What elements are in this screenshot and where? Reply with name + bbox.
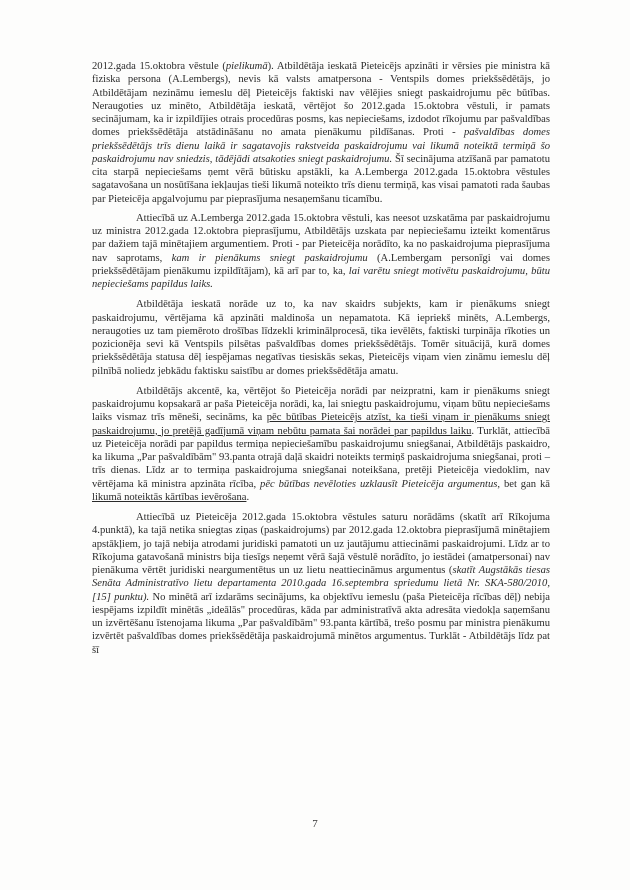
italic-text: skatīt Augstākās tiesas Senāta Administratīvo lietu departamenta 2010.gada 16.septembra spriedumu lietā Nr. SKA-580/2010, [15] punktu). (92, 565, 550, 603)
paragraph (92, 511, 550, 657)
italic-text: pielikumā (225, 61, 268, 72)
text-run: , bet gan kā (497, 478, 550, 490)
underlined-text: pēc būtības Pieteicējs atzīst, ka tieši viņam ir pienākums sniegt paskaidrojumu, jo pretējā gadījumā viņam nebūtu pamata šai norādei par papildus laiku (92, 412, 551, 437)
text-run: Attiecībā uz A.Lemberga 2012.gada 15.oktobra vēstuli, kas neesot uzskatāma par paskaidrojumu uz ministra 2012.gada 12.oktobra pieprasījumu, Atbildētājs uzskata par nepieciešamu izteikt komentārus par dažiem tajā minētajiem argumentiem. Proti - par Pieteicēja norādīto, ka no paskaidrojuma pieprasījuma nav saprotams, (92, 212, 550, 264)
paragraph (92, 298, 550, 378)
text-run: 2012.gada 15.oktobra vēstule ( (92, 61, 226, 72)
text-run: . Turklāt, attiecībā uz Pieteicēja norādi par papildus termiņa nepieciešamību paskaidrojumu sniegšanai, Atbildētājs paskaidro, ka likuma „Par pašvaldībām" 93.panta otrajā daļā skaidri noteikts termiņš paskaidrojuma sniegšanai, proti – trīs dienas. Līdz ar to termiņa paskaidrojuma sniegšanai noteikšana, pretēji Pieteicēja viedoklim, nav vērtējama kā ministra apzināta rīcība, (92, 425, 550, 490)
italic-text: pašvaldības domes priekšsēdētājs trīs dienu laikā ir sagatavojis rakstveida paskaidrojumu vai likumā noteiktā termiņā šo paskaidrojumu nav sniedzis, tādējādi atsakoties sniegt paskaidrojumu. (92, 127, 550, 165)
text-run: Atbildētāja ieskatā norāde uz to, ka nav skaidrs subjekts, kam ir pienākums sniegt paskaidrojumu, vērtējama kā apzināti maldinoša un nepamatota. Kā iepriekš minēts, A.Lembergs, neraugoties uz tam piemēroto drošības līdzekli kriminālprocesā, tika ievēlēts, faktiski turpināja rīkoties un pozicionēja sevi kā Ventspils pilsētas pašvaldības domes priekšsēdētājs. Tomēr situācijā, kurā domes priekšsēdētāja statusa dēļ iespējamas negatīvas tiesiskās sekas, Pieteicējs viņam vien zināmu iemeslu dēļ pilnībā noliedz jebkādu faktisku saistību ar domes priekšsēdētāja amatu. (92, 299, 550, 377)
italic-text: pēc būtības nevēloties uzklausīt Pieteicēja argumentus (260, 478, 498, 490)
italic-text: kam ir pienākums sniegt paskaidrojumu (171, 252, 368, 264)
underlined-text: likumā noteiktās kārtības ievērošana (92, 491, 247, 503)
text-run: ). Atbildētāja ieskatā Pieteicējs apzināti ir vērsies pie ministra kā fiziska persona (A.Lembergs), nevis kā valsts amatpersona - Ventspils domes priekšsēdētājs, jo Atbildētājam nezināmu iemeslu dēļ Pieteicējs faktiski nav vēlējies sniegt paskaidrojumu pēc būtības. Neraugoties uz minēto, Atbildētāja ieskatā, vērtējot šo 2012.gada 15.oktobra vēstuli, ir pamats secinājumam, ka ir izpildījies otrais procedūras posms, kas nepieciešams, izdodot rīkojumu par pašvaldības domes priekšsēdētāja atstādināšanu no amata pienākumu pildīšanas. Proti - (92, 61, 550, 139)
document-body (92, 60, 550, 664)
text-run: No minētā arī izdarāms secinājums, ka objektīvu iemeslu (paša Pieteicēja rīcības dēļ) nebija iespējams izpildīt minētās „ideālās" procedūras, kāda par administratīvā akta adresāta viedokļa saņemšanu un izvērtēšanu īstenojama likuma „Par pašvaldībām" 93.panta kārtībā, trešo posmu par ministra pienākumu izvērtēt pašvaldības domes priekšsēdētāja paskaidrojumā minētos argumentus. Turklāt - Atbildētājs līdz pat šī (92, 591, 551, 656)
text-run: Atbildētājs akcentē, ka, vērtējot šo Pieteicēja norādi par neizpratni, kam ir pienākums sniegt paskaidrojumu kopsakarā ar paša Pieteicēja norādi, ka, lai sniegtu paskaidrojumu, viņam būtu nepieciešams laiks vismaz trīs mēneši, secināms, ka (92, 385, 550, 424)
paragraph (92, 60, 550, 206)
italic-text: lai varētu sniegt motivētu paskaidrojumu, būtu nepieciešams papildus laiks. (92, 265, 550, 290)
text-run: Attiecībā uz Pieteicēja 2012.gada 15.oktobra vēstules saturu norādāms (skatīt arī Rīkojuma 4.punktā), ka tajā netika sniegtas ziņas (paskaidrojums) par 2012.gada 12.oktobra pieprasījumā minētajiem apstākļiem, jo tajā nebija atrodami juridiski pamatoti un uz jautājumu attiecināmi paskaidrojumi. Līdz ar to Rīkojuma gatavošanā ministrs bija tiesīgs neņemt vērā šajā vēstulē norādīto, jo iestādei (amatpersonai) nav pienākuma vērtēt juridiski neargumentētus un uz lietu neattiecināmus argumentus ( (92, 512, 550, 576)
page-number: 7 (312, 818, 318, 830)
text-run: (A.Lembergam personīgi vai domes priekšsēdētājam pienākumu izpildītājam), kā arī par to, ka, (92, 252, 550, 277)
paragraph (92, 212, 550, 292)
text-run: Šī secinājuma atzīšanā par pamatotu cita starpā nepieciešams ņemt vērā būtisku apstākli, ka A.Lemberga 2012.gada 15.oktobra vēstules sagatavošana un nosūtīšana iekļaujas tieši likumā noteikto trīs dienu termiņā, kas visai pamatoti rada šaubas par Pieteicēja apgalvojumu par pieprasījuma nesaņemšanu ticamību. (92, 153, 550, 205)
paragraph (92, 385, 550, 504)
text-run: . (246, 491, 250, 503)
